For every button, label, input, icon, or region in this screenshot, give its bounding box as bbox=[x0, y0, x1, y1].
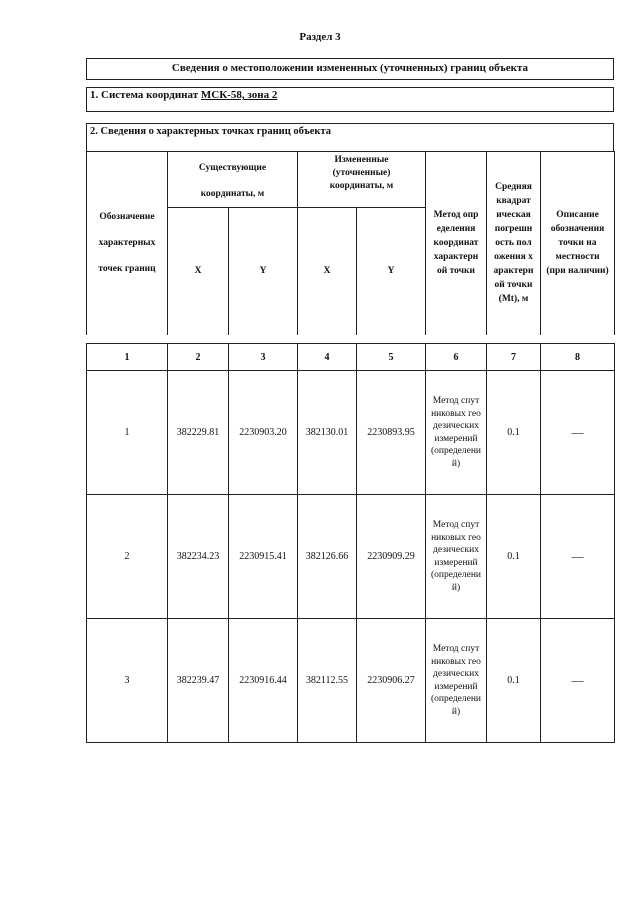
header-existing-y: Y bbox=[229, 208, 298, 335]
header-description: Описание обозначения точки на местности (при наличии) bbox=[541, 152, 615, 335]
method-cell: Метод спутниковых геодезических измерений (определений) bbox=[426, 371, 487, 495]
column-number: 7 bbox=[487, 344, 541, 371]
description-value: — bbox=[541, 495, 615, 619]
table-row bbox=[87, 371, 615, 495]
header-existing-x: X bbox=[168, 208, 229, 335]
point-number: 1 bbox=[87, 371, 168, 495]
accuracy-value: 0.1 bbox=[487, 371, 541, 495]
table-row bbox=[87, 495, 615, 619]
header-accuracy: Средняя квадратическая погрешность положения характерной точки (Mt), м bbox=[487, 152, 541, 335]
x-existing: 382239.47 bbox=[168, 619, 229, 743]
points-table bbox=[86, 343, 615, 743]
point-number: 2 bbox=[87, 495, 168, 619]
x-changed: 382130.01 bbox=[298, 371, 357, 495]
coord-system-label: 1. Система координат bbox=[90, 89, 199, 101]
column-number: 3 bbox=[229, 344, 298, 371]
accuracy-value: 0.1 bbox=[487, 619, 541, 743]
description-value: — bbox=[541, 619, 615, 743]
y-changed: 2230909.29 bbox=[357, 495, 426, 619]
column-number: 5 bbox=[357, 344, 426, 371]
coord-system-value: МСК-58, зона 2 bbox=[200, 89, 278, 101]
points-section-box bbox=[86, 123, 614, 151]
header-existing: Существующие координаты, м bbox=[168, 152, 298, 208]
column-number: 2 bbox=[168, 344, 229, 371]
column-number: 1 bbox=[87, 344, 168, 371]
points-section-label: 2. Сведения о характерных точках границ объекта bbox=[90, 126, 331, 137]
coord-system-box bbox=[86, 87, 614, 112]
column-number: 8 bbox=[541, 344, 615, 371]
header-changed-y: Y bbox=[357, 208, 426, 335]
section-title: Раздел 3 bbox=[299, 31, 341, 43]
accuracy-value: 0.1 bbox=[487, 495, 541, 619]
point-number: 3 bbox=[87, 619, 168, 743]
header-designation: Обозначение характерных точек границ bbox=[87, 152, 168, 335]
coord-system bbox=[90, 89, 277, 101]
heading: Сведения о местоположении измененных (уточненных) границ объекта bbox=[171, 62, 529, 74]
column-number: 4 bbox=[298, 344, 357, 371]
y-changed: 2230893.95 bbox=[357, 371, 426, 495]
y-existing: 2230903.20 bbox=[229, 371, 298, 495]
method-cell: Метод спутниковых геодезических измерений (определений) bbox=[426, 619, 487, 743]
y-existing: 2230915.41 bbox=[229, 495, 298, 619]
x-existing: 382229.81 bbox=[168, 371, 229, 495]
x-existing: 382234.23 bbox=[168, 495, 229, 619]
column-numbers-row bbox=[87, 344, 615, 371]
header-changed: Измененные (уточненные) координаты, м bbox=[298, 152, 426, 208]
method-cell: Метод спутниковых геодезических измерений (определений) bbox=[426, 495, 487, 619]
description-value: — bbox=[541, 371, 615, 495]
header-table bbox=[86, 151, 615, 335]
header-method: Метод определения координат характерной точки bbox=[426, 152, 487, 335]
x-changed: 382112.55 bbox=[298, 619, 357, 743]
y-existing: 2230916.44 bbox=[229, 619, 298, 743]
column-number: 6 bbox=[426, 344, 487, 371]
y-changed: 2230906.27 bbox=[357, 619, 426, 743]
heading-box bbox=[86, 58, 614, 80]
x-changed: 382126.66 bbox=[298, 495, 357, 619]
header-changed-x: X bbox=[298, 208, 357, 335]
table-row bbox=[87, 619, 615, 743]
